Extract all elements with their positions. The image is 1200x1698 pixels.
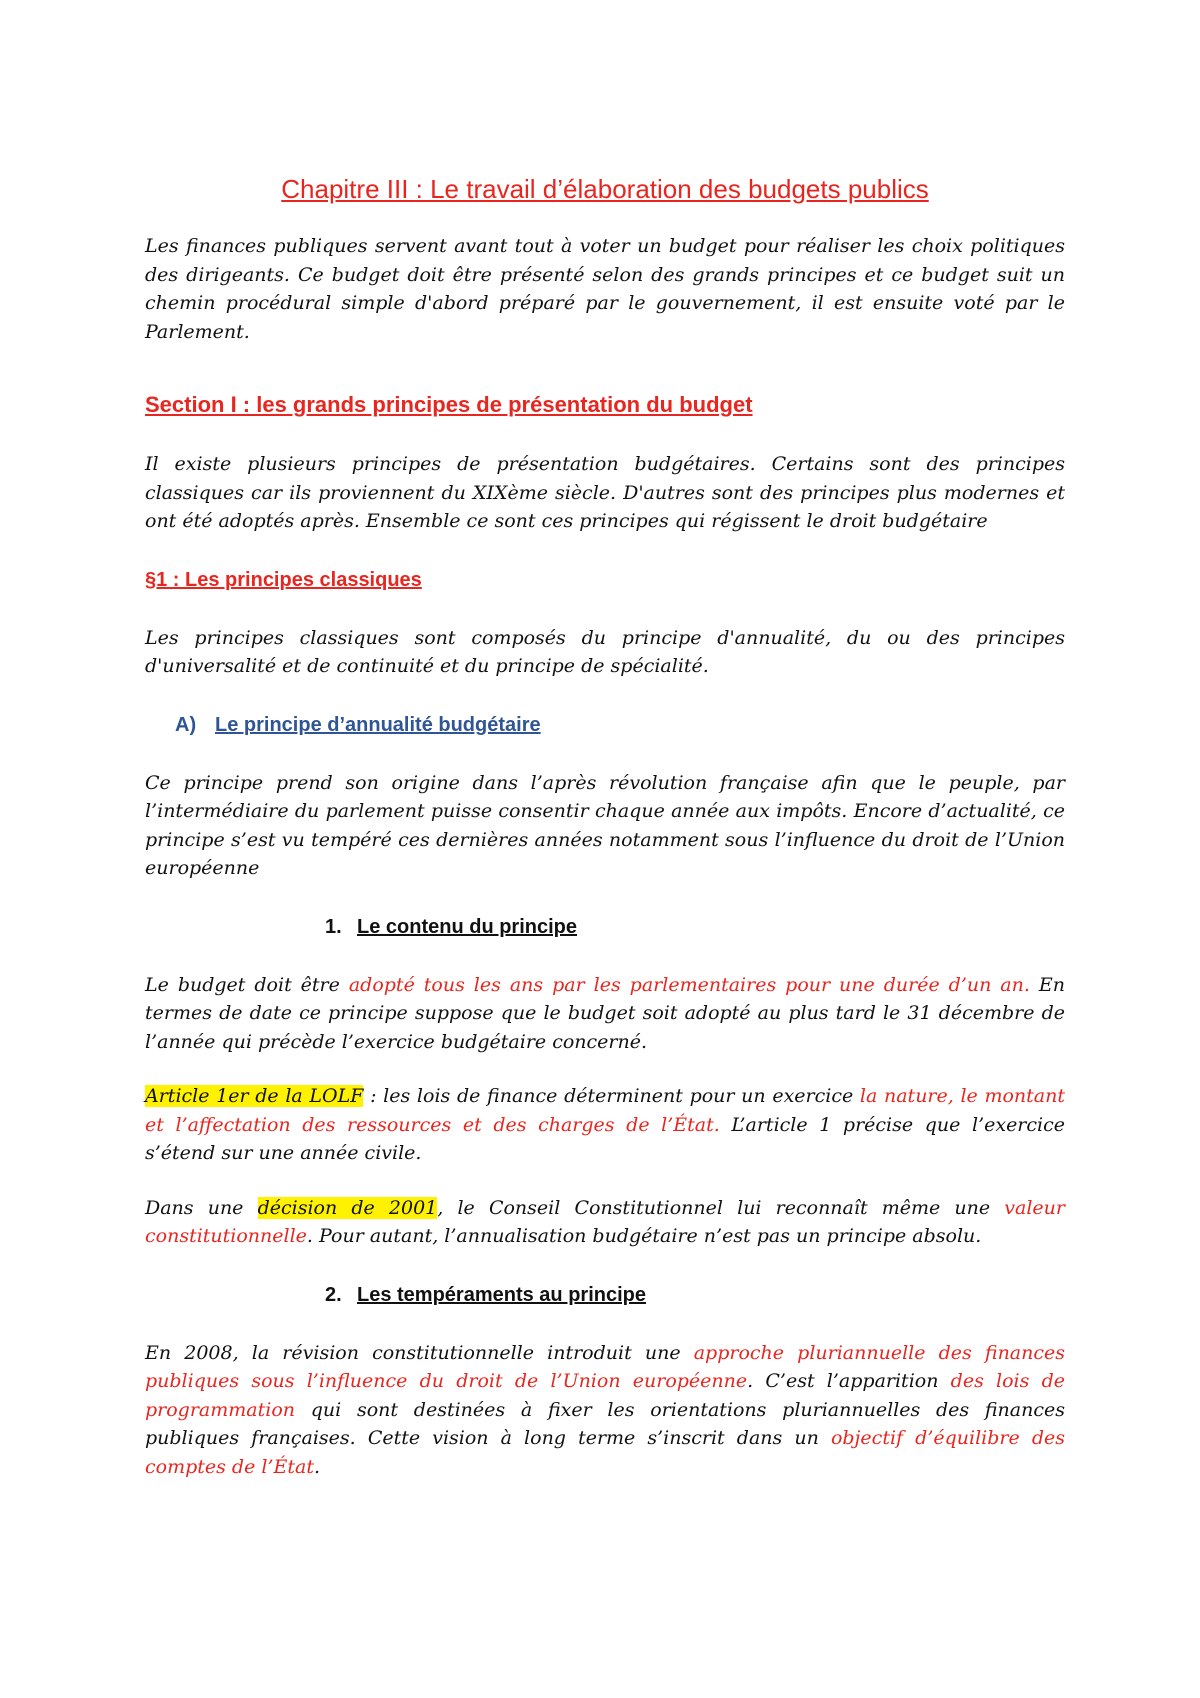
contenu-paragraph-2	[145, 1082, 1065, 1168]
emphasis-red: objectif d’équilibre des comptes de l’État	[145, 1427, 1065, 1478]
text-run: Le budget doit être	[145, 973, 349, 996]
classiques-paragraph: Les principes classiques sont composés du principe d'annualité, du ou des principes d'universalité et de continuité et du principe de spécialité.	[145, 626, 1065, 677]
text-run: qui sont destinées à fixer les orientations pluriannuelles des finances publiques françaises. Cette vision à long terme s’inscrit dans un	[145, 1398, 1065, 1449]
subheading-annualite	[175, 711, 1065, 739]
highlight-decision-2001: décision de 2001	[257, 1196, 438, 1219]
emphasis-red: adopté tous les ans par les parlementaires pour une durée d’un an.	[348, 973, 1030, 996]
contenu-paragraph-1	[145, 971, 1065, 1057]
emphasis-red: des lois de programmation	[145, 1370, 1065, 1421]
numbered-heading-number: 2.	[325, 1283, 342, 1306]
text-run: En termes de date ce principe suppose que le budget soit adopté au plus tard le 31 décembre de l’année qui précède l’exercice budgétaire concerné.	[145, 973, 1065, 1053]
text-run: En 2008, la révision constitutionnelle introduit une	[145, 1341, 694, 1364]
section-title: Section I : les grands principes de présentation du budget	[145, 392, 753, 417]
text-run: , le Conseil Constitutionnel lui reconnaît même une	[437, 1196, 1005, 1219]
subheading-text: Le principe d’annualité budgétaire	[215, 713, 541, 736]
subheading-letter: A)	[175, 713, 197, 736]
text-run: L’article 1 précise que l’exercice s’étend sur une année civile.	[145, 1113, 1065, 1164]
emphasis-red: approche pluriannuelle des finances publiques sous l’influence du droit de l’Union européenne	[145, 1341, 1066, 1392]
numbered-heading-temperaments	[325, 1281, 1065, 1309]
contenu-paragraph-3	[145, 1194, 1065, 1251]
text-run: .	[313, 1455, 321, 1478]
numbered-heading-text: Le contenu du principe	[357, 915, 578, 938]
annualite-paragraph: Ce principe prend son origine dans l’après révolution française afin que le peuple, par l’intermédiaire du parlement puisse consentir chaque année aux impôts. Encore d’actualité, ce principe s’est vu tempéré ces dernières années notamment sous l’influence du droit de l’Union européenne	[145, 771, 1065, 879]
emphasis-red: valeur constitutionnelle	[145, 1196, 1065, 1247]
emphasis-red: la nature, le montant et l’affectation des ressources et des charges de l’État.	[145, 1085, 1065, 1136]
chapter-title: Chapitre III : Le travail d’élaboration des budgets publics	[281, 174, 929, 204]
numbered-heading-contenu	[325, 913, 1065, 941]
text-run: . C’est l’apparition	[747, 1370, 951, 1392]
paragraph-heading-classiques: §1 : Les principes classiques	[145, 568, 422, 591]
text-run: Dans une	[145, 1196, 258, 1219]
temperaments-paragraph	[145, 1339, 1065, 1482]
text-run: . Pour autant, l’annualisation budgétaire n’est pas un principe absolu.	[306, 1225, 982, 1247]
numbered-heading-text: Les tempéraments au principe	[357, 1283, 646, 1306]
intro-paragraph: Les finances publiques servent avant tout à voter un budget pour réaliser les choix politiques des dirigeants. Ce budget doit être présenté selon des grands principes et ce budget suit un chemin procédural simple d'abord préparé par le gouvernement, il est ensuite voté par le Parlement.	[145, 235, 1065, 343]
numbered-heading-number: 1.	[325, 915, 342, 938]
highlight-article-lolf: Article 1er de la LOLF	[145, 1085, 364, 1107]
document-content	[145, 150, 1065, 1481]
section-paragraph: Il existe plusieurs principes de présentation budgétaires. Certains sont des principes classiques car ils proviennent du XIXème siècle. D'autres sont des principes plus modernes et ont été adoptés après. Ensemble ce sont ces principes qui régissent le droit budgétaire	[145, 453, 1065, 532]
text-run: : les lois de finance déterminent pour un exercice	[363, 1085, 860, 1107]
